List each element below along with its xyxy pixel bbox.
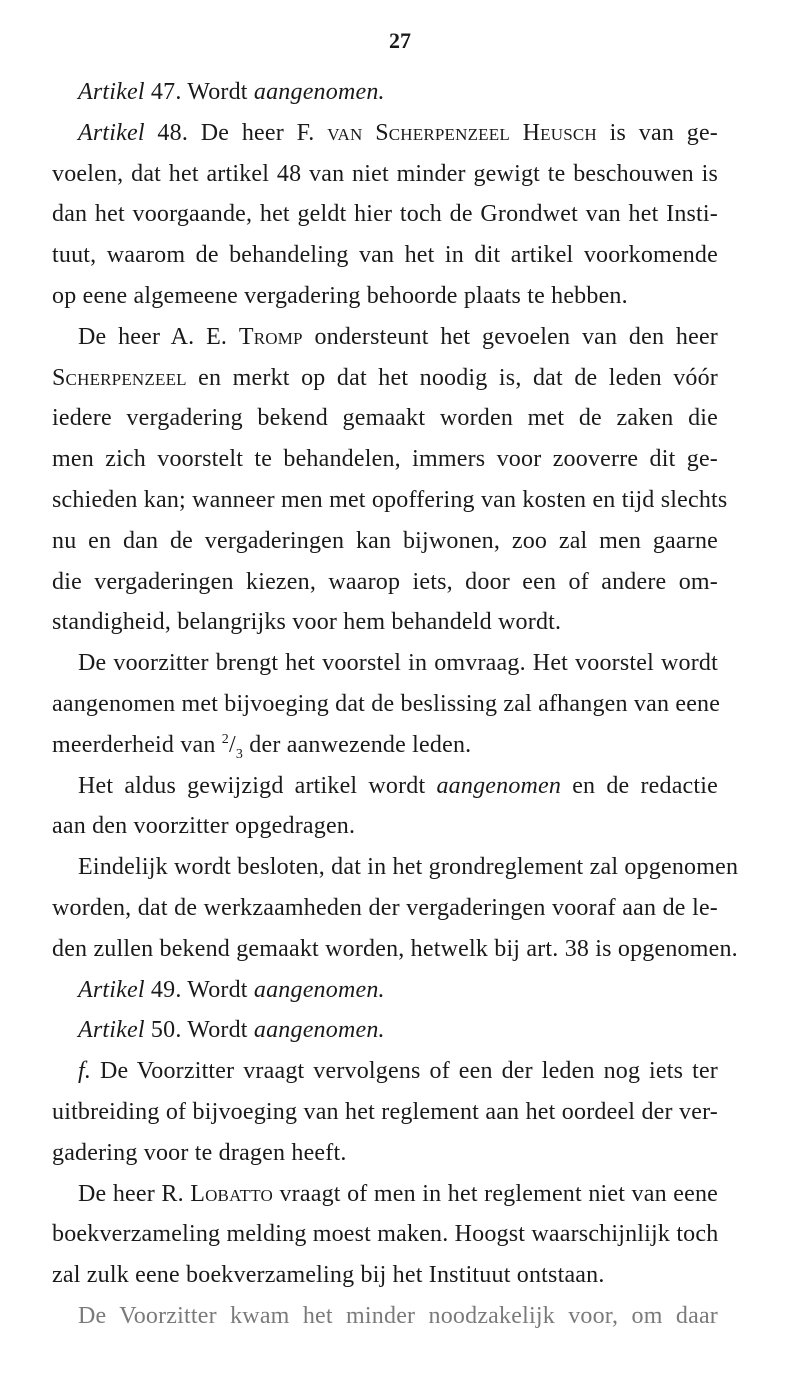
text-line	[78, 1296, 718, 1336]
text-segment: De heer R.	[78, 1180, 191, 1207]
text-segment: aangenomen.	[253, 79, 385, 105]
text-segment: Artikel	[78, 976, 145, 1003]
text-segment: 49. Wordt	[144, 976, 254, 1003]
text-segment: 47. Wordt	[144, 79, 254, 105]
text-line	[52, 888, 718, 928]
text-segment: De heer A. E.	[78, 323, 239, 350]
text-segment: f.	[78, 1058, 92, 1085]
text-segment: aangenomen.	[253, 976, 385, 1003]
text-line	[52, 235, 718, 275]
text-segment: Het aldus gewijzigd artikel wordt	[78, 772, 437, 799]
text-segment: 2	[221, 731, 229, 747]
text-segment: aangenomen.	[253, 1017, 385, 1044]
text-segment: en de redactie	[561, 772, 718, 799]
text-segment: en merkt op dat het noodig is, dat de leden vóór	[186, 364, 718, 391]
page-number: 27	[389, 28, 411, 53]
text-line	[52, 480, 728, 520]
text-line	[52, 1092, 718, 1132]
text-segment: 50. Wordt	[144, 1017, 254, 1044]
text-line	[78, 970, 718, 1010]
text-line	[52, 439, 718, 479]
text-line	[78, 1010, 718, 1050]
text-segment: Lobatto	[190, 1180, 274, 1207]
text-line	[52, 398, 718, 438]
text-segment: tuut, waarom de behandeling van het in dit artikel voorkomende	[52, 242, 718, 269]
text-segment: Artikel	[78, 119, 145, 146]
text-segment: /	[229, 731, 236, 758]
text-line	[78, 1051, 718, 1091]
text-segment: vraagt of men in het reglement niet van eene	[273, 1180, 718, 1207]
text-line	[52, 562, 718, 602]
text-segment: der aanwezende leden.	[243, 731, 472, 758]
text-segment: meerderheid van	[52, 731, 222, 758]
text-segment: worden, dat de werkzaamheden der vergaderingen vooraf aan de le-	[52, 895, 718, 921]
text-segment: Eindelijk wordt besloten, dat in het grondreglement zal opgenomen	[78, 854, 739, 881]
text-line	[52, 358, 718, 398]
text-line	[52, 806, 718, 846]
text-segment: aangenomen	[436, 772, 562, 799]
text-segment: Artikel	[78, 1017, 145, 1044]
text-segment: schieden kan; wanneer men met opoffering van kosten en tijd slechts	[52, 487, 728, 513]
text-line	[52, 521, 718, 561]
text-line	[78, 847, 739, 887]
text-line	[78, 643, 718, 683]
text-line	[78, 113, 718, 153]
text-segment: gadering voor te dragen heeft.	[52, 1139, 347, 1166]
text-segment: 48. De heer F.	[144, 119, 328, 146]
text-segment: iedere vergadering bekend gemaakt worden met de zaken die	[52, 405, 718, 432]
text-segment: van Scherpenzeel Heusch	[327, 119, 597, 146]
text-segment: voelen, dat het artikel 48 van niet minder gewigt te beschouwen is	[52, 160, 718, 187]
text-segment: boekverzameling melding moest maken. Hoogst waarschijnlijk toch	[52, 1221, 719, 1248]
text-segment: Tromp	[238, 323, 303, 350]
text-segment: uitbreiding of bijvoeging van het reglement aan het oordeel der ver-	[52, 1099, 718, 1125]
text-segment: ondersteunt het gevoelen van den heer	[302, 323, 718, 350]
text-segment: zal zulk eene boekverzameling bij het Instituut ontstaan.	[52, 1262, 605, 1289]
text-line	[78, 317, 718, 357]
text-segment: De Voorzitter kwam het minder noodzakelijk voor, om daar	[78, 1303, 718, 1329]
text-line	[52, 1214, 718, 1254]
text-segment: Artikel	[78, 79, 145, 105]
text-line	[78, 766, 718, 806]
text-segment: aangenomen met bijvoeging dat de beslissing zal afhangen van eene	[52, 691, 721, 717]
text-line	[52, 1133, 718, 1173]
text-line	[78, 72, 718, 112]
text-segment: die vergaderingen kiezen, waarop iets, door een of andere om-	[52, 568, 718, 595]
text-segment: den zullen bekend gemaakt worden, hetwelk bij art. 38 is opgenomen.	[52, 935, 738, 962]
text-segment: De Voorzitter vraagt vervolgens of een der leden nog iets ter	[91, 1058, 718, 1085]
text-line	[52, 194, 718, 234]
text-line	[52, 1255, 718, 1295]
text-line	[52, 276, 718, 316]
text-segment: 3	[235, 746, 244, 762]
text-line	[52, 154, 718, 194]
text-segment: Scherpenzeel	[52, 364, 187, 391]
text-line	[52, 684, 721, 724]
text-line	[52, 602, 718, 642]
text-segment: nu en dan de vergaderingen kan bijwonen, zoo zal men gaarne	[52, 527, 718, 554]
text-line	[78, 1174, 718, 1214]
text-segment: is van ge-	[596, 119, 718, 146]
text-segment: De voorzitter brengt het voorstel in omvraag. Het voorstel wordt	[78, 650, 718, 677]
text-line	[52, 929, 738, 969]
text-segment: op eene algemeene vergadering behoorde plaats te hebben.	[52, 283, 628, 309]
text-segment: men zich voorstelt te behandelen, immers voor zooverre dit ge-	[52, 446, 718, 473]
text-segment: dan het voorgaande, het geldt hier toch de Grondwet van het Insti-	[52, 201, 718, 228]
text-segment: aan den voorzitter opgedragen.	[52, 813, 356, 840]
text-line	[52, 725, 718, 765]
text-segment: standigheid, belangrijks voor hem behandeld wordt.	[52, 609, 562, 636]
